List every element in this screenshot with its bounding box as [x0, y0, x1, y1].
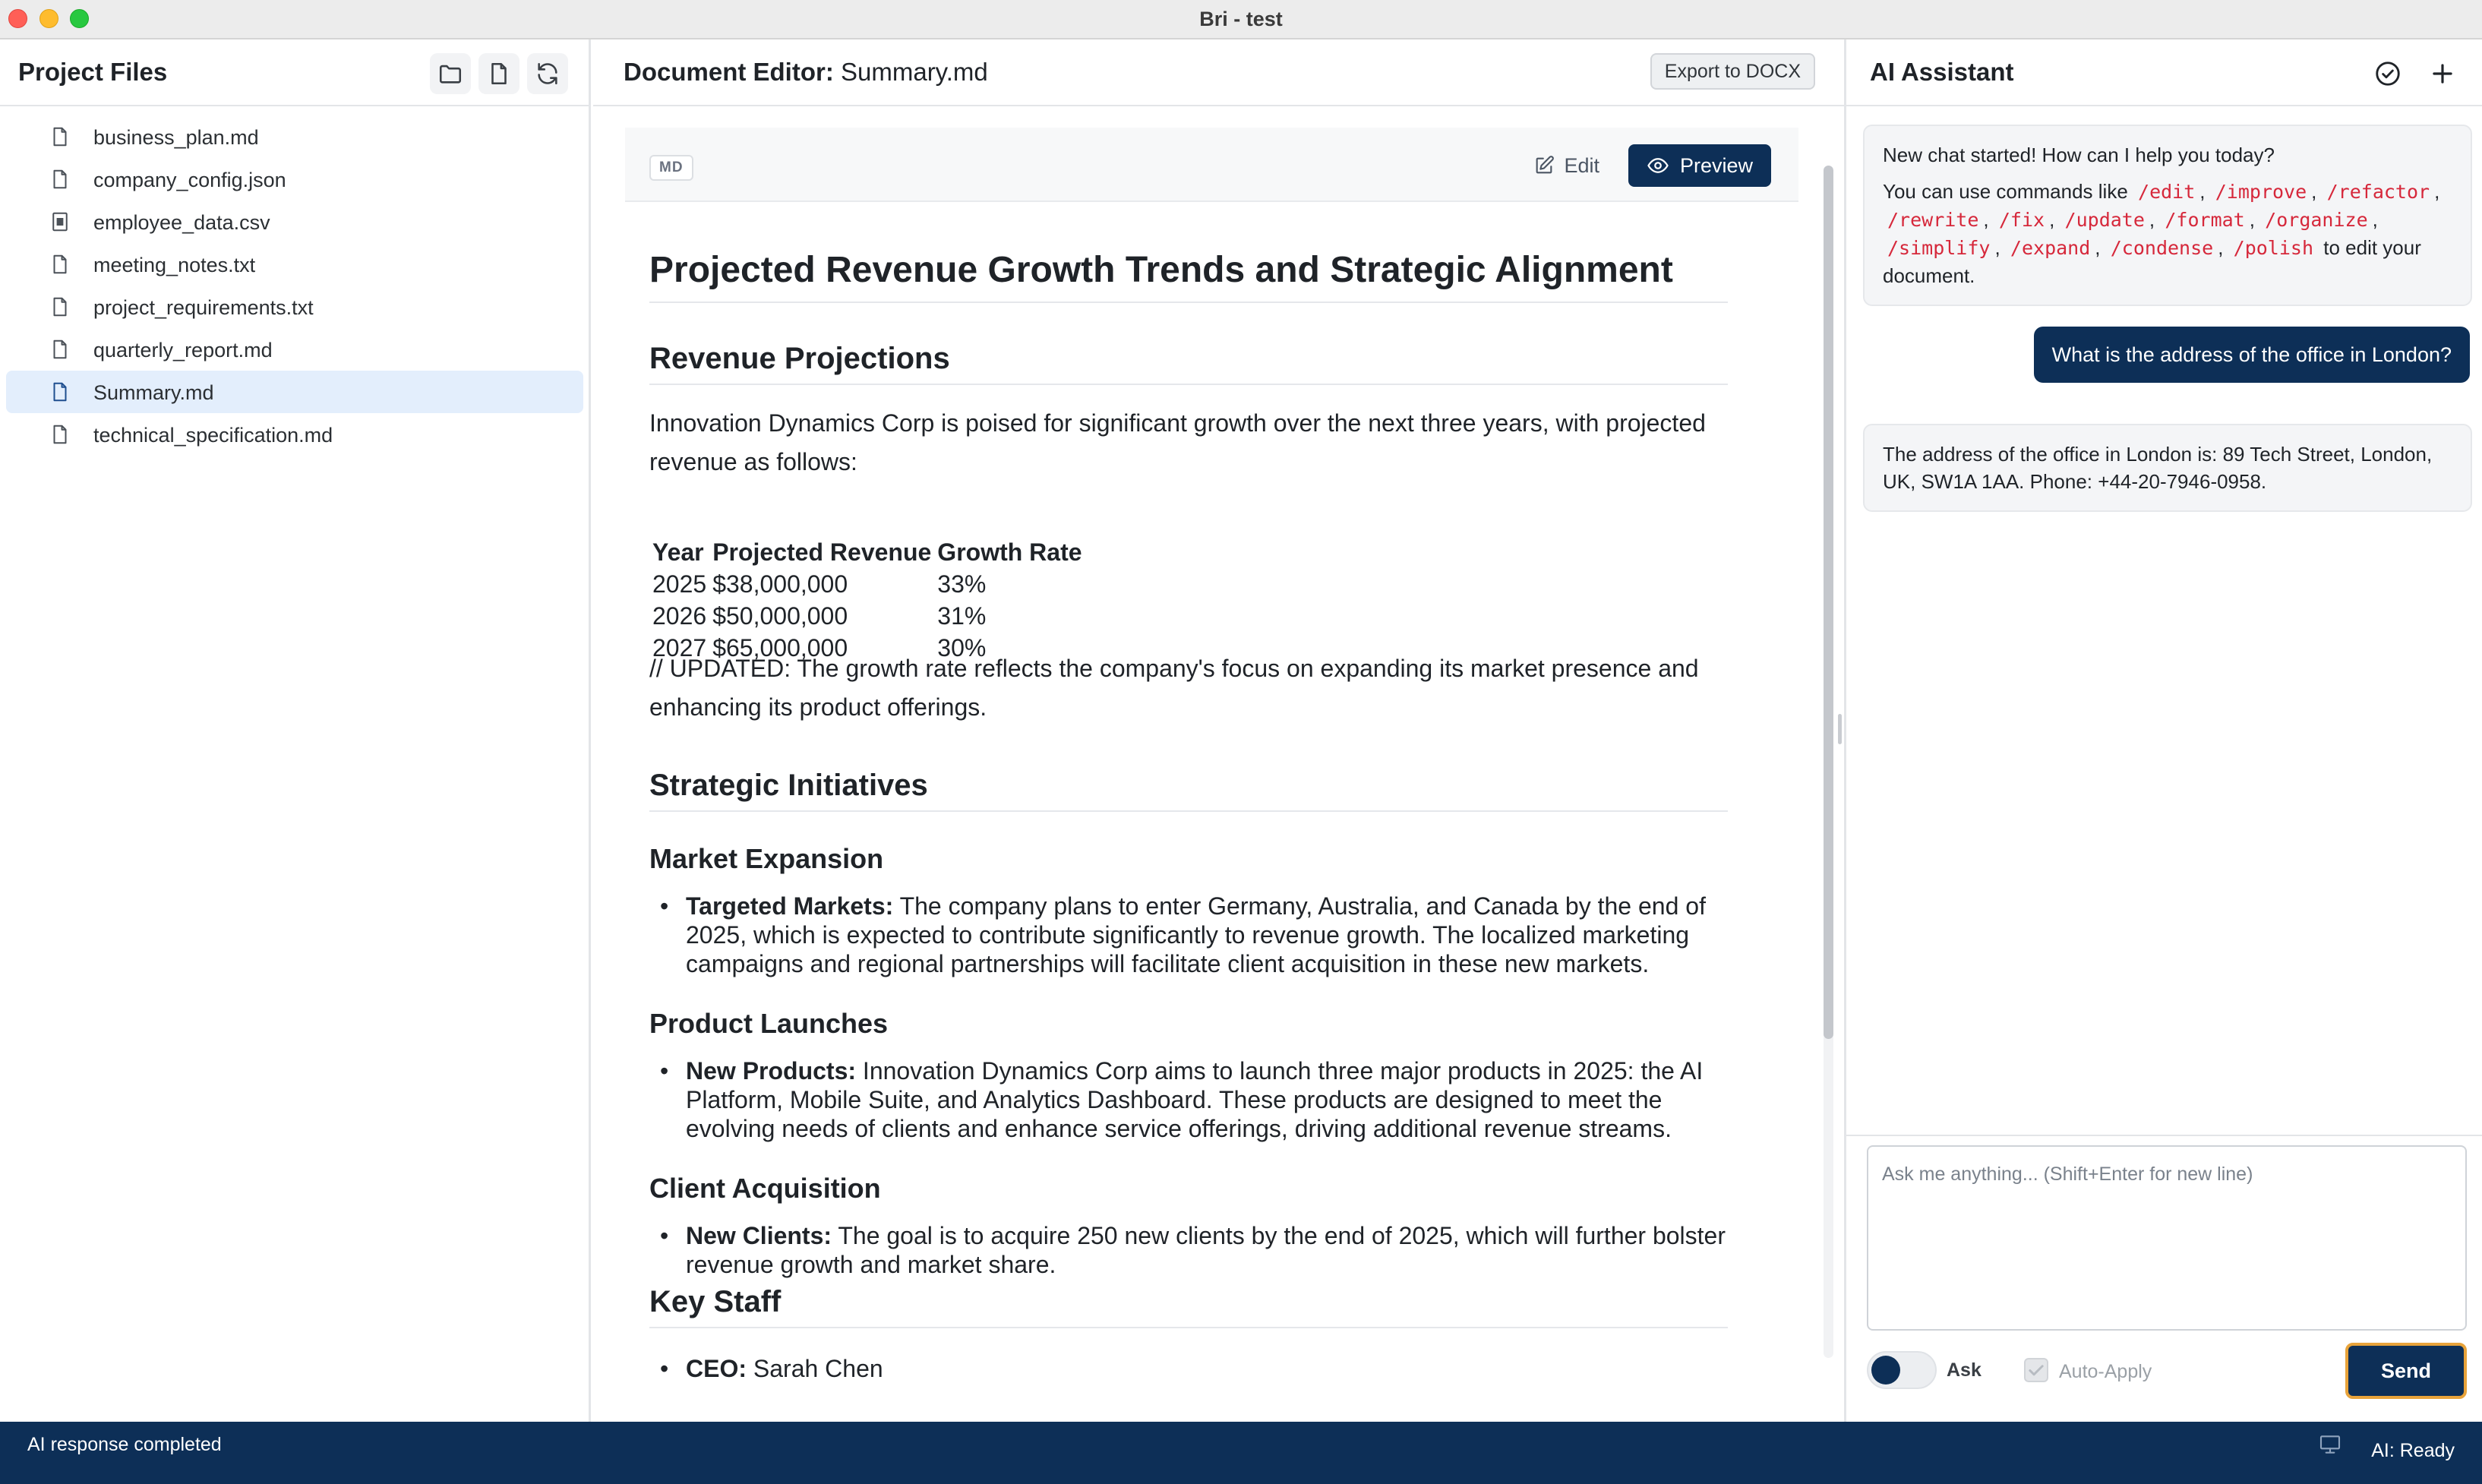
- file-icon: [49, 380, 71, 404]
- window-title: Bri - test: [1199, 8, 1283, 30]
- document-editor-panel: [593, 39, 1844, 1422]
- status-bar: [0, 1422, 2482, 1484]
- ai-assistant-header: [1846, 39, 2482, 106]
- table-cell: $38,000,000: [712, 570, 848, 598]
- file-item-company-config[interactable]: [6, 158, 583, 200]
- ask-label: Ask: [1947, 1359, 1981, 1381]
- document-scrollbar[interactable]: [1824, 166, 1833, 1358]
- table-row: [649, 600, 1085, 632]
- bullet-text: Sarah Chen: [753, 1355, 883, 1382]
- file-name: company_config.json: [93, 169, 286, 191]
- file-name: project_requirements.txt: [93, 296, 314, 319]
- assistant-message-welcome: [1863, 125, 2472, 306]
- file-name: business_plan.md: [93, 126, 259, 149]
- doc-bullet-ceo: [649, 1354, 1728, 1383]
- document-editor-title: [624, 58, 988, 87]
- bullet-text: The company plans to enter Germany, Australia, and Canada by the end of 2025, which is expected to contribute significantly to revenue growth. The localized marketing campaigns and regional partnerships will facilitate client acquisition in these new markets.: [686, 892, 1706, 977]
- table-header-cell: Growth Rate: [937, 538, 1082, 566]
- table-cell: 2027: [652, 633, 707, 661]
- doc-heading-client: Client Acquisition: [649, 1173, 881, 1204]
- file-item-summary[interactable]: [6, 371, 583, 413]
- file-icon: [49, 295, 71, 319]
- file-item-technical-specification[interactable]: [6, 413, 583, 456]
- table-cell: 30%: [937, 633, 987, 661]
- command-code: /improve: [2215, 181, 2307, 203]
- file-icon: [49, 252, 71, 276]
- revenue-table: [649, 536, 1085, 664]
- file-name: quarterly_report.md: [93, 339, 273, 362]
- command-code: /edit: [2138, 181, 2196, 203]
- doc-bullet-client: [649, 1221, 1728, 1279]
- file-item-project-requirements[interactable]: [6, 286, 583, 328]
- folder-icon: [437, 61, 463, 87]
- command-code: /rewrite: [1887, 209, 1979, 231]
- doc-bullet-market: [649, 892, 1728, 978]
- bullet-label: CEO:: [686, 1355, 747, 1382]
- history-button[interactable]: [2367, 53, 2408, 94]
- project-files-header: [0, 39, 589, 106]
- toggle-knob: [1871, 1356, 1900, 1385]
- command-code: /update: [2064, 209, 2145, 231]
- document-editor-label: Document Editor:: [624, 58, 834, 86]
- bullet-text: The goal is to acquire 250 new clients by the end of 2025, which will further bolster revenue growth and market share.: [686, 1222, 1726, 1278]
- document-filename: Summary.md: [841, 58, 988, 86]
- ask-mode-toggle[interactable]: [1867, 1351, 1937, 1389]
- refresh-icon: [535, 61, 561, 87]
- command-code: /simplify: [1887, 237, 1991, 259]
- doc-heading-strategic: Strategic Initiatives: [649, 769, 1728, 812]
- composer-divider: [1846, 1135, 2482, 1136]
- doc-heading-1: Projected Revenue Growth Trends and Strategic Alignment: [649, 249, 1728, 303]
- send-button[interactable]: Send: [2345, 1343, 2467, 1399]
- command-code: /polish: [2233, 237, 2314, 259]
- ai-status: AI: Ready: [2371, 1440, 2455, 1461]
- doc-paragraph-updated: // UPDATED: The growth rate reflects the company's focus on expanding its market presence and enhancing its product offerings.: [649, 655, 1699, 721]
- edit-label: Edit: [1564, 153, 1599, 177]
- refresh-button[interactable]: [527, 53, 568, 94]
- bullet-label: Targeted Markets:: [686, 892, 894, 920]
- document-toolbar: [625, 128, 1798, 202]
- auto-apply-label: Auto-Apply: [2059, 1361, 2152, 1382]
- right-splitter-handle[interactable]: [1838, 714, 1842, 744]
- check-circle-icon: [2373, 59, 2402, 88]
- file-icon: [49, 125, 71, 149]
- table-cell: 2025: [652, 570, 707, 598]
- spreadsheet-icon: [49, 210, 71, 234]
- edit-mode-button[interactable]: [1523, 144, 1610, 187]
- file-item-quarterly-report[interactable]: [6, 328, 583, 371]
- command-code: /format: [2165, 209, 2245, 231]
- open-folder-button[interactable]: [430, 53, 471, 94]
- table-cell: $65,000,000: [712, 633, 848, 661]
- command-code: /refactor: [2326, 181, 2430, 203]
- doc-heading-staff: Key Staff: [649, 1285, 1728, 1328]
- bullet-label: New Products:: [686, 1057, 857, 1085]
- file-name: Summary.md: [93, 381, 214, 404]
- table-header-row: [649, 536, 1085, 568]
- doc-paragraph-intro: Innovation Dynamics Corp is poised for significant growth over the next three years, with projected revenue as follows:: [649, 409, 1706, 475]
- project-files-title: Project Files: [18, 58, 168, 86]
- file-list: [6, 115, 583, 456]
- bullet-text: Innovation Dynamics Corp aims to launch three major products in 2025: the AI Platform, Mobile Suite, and Analytics Dashboard. These products are designed to meet the evolving needs of clients and enhance service offerings, driving additional revenue streams.: [686, 1057, 1704, 1142]
- file-icon: [49, 422, 71, 447]
- ai-assistant-title: AI Assistant: [1870, 58, 2014, 86]
- export-docx-button[interactable]: Export to DOCX: [1650, 53, 1815, 90]
- welcome-line: New chat started! How can I help you today?: [1883, 144, 2275, 166]
- doc-heading-revenue: Revenue Projections: [649, 342, 1728, 385]
- user-message: What is the address of the office in London?: [2034, 327, 2470, 383]
- file-item-business-plan[interactable]: [6, 115, 583, 158]
- table-cell: 33%: [937, 570, 987, 598]
- welcome-prefix: You can use commands like: [1883, 180, 2128, 203]
- file-icon: [486, 61, 512, 87]
- file-name: meeting_notes.txt: [93, 254, 256, 276]
- new-file-button[interactable]: [478, 53, 519, 94]
- file-name: employee_data.csv: [93, 211, 270, 234]
- file-item-meeting-notes[interactable]: [6, 243, 583, 286]
- doc-heading-product: Product Launches: [649, 1008, 889, 1039]
- eye-icon: [1647, 154, 1669, 177]
- welcome-suffix: to edit your document.: [1883, 236, 2421, 287]
- edit-icon: [1533, 155, 1555, 176]
- table-cell: 2026: [652, 601, 707, 630]
- plus-icon: [2428, 59, 2457, 88]
- chat-input[interactable]: [1867, 1145, 2467, 1331]
- status-message: AI response completed: [27, 1434, 222, 1455]
- welcome-commands: You can use commands like /edit , /improve , /refactor , /rewrite , /fix , /update , /format , /organize , /simplify , /expand , /condense , /polish to edit your document.: [1883, 180, 2440, 287]
- document-preview: [625, 202, 1798, 1411]
- command-code: /organize: [2265, 209, 2368, 231]
- command-code: /condense: [2110, 237, 2214, 259]
- doc-heading-market: Market Expansion: [649, 843, 884, 874]
- preview-label: Preview: [1679, 153, 1753, 177]
- document-area: [625, 128, 1798, 1411]
- preview-mode-button[interactable]: [1628, 144, 1771, 187]
- document-editor-header: [593, 39, 1844, 106]
- assistant-message-answer: The address of the office in London is: 89 Tech Street, London, UK, SW1A 1AA. Phone: +44-20-7946-0958.: [1863, 424, 2472, 512]
- file-icon: [49, 167, 71, 191]
- table-header-cell: Year: [652, 538, 704, 566]
- table-cell: $50,000,000: [712, 601, 848, 630]
- checkmark-icon: [2026, 1359, 2047, 1381]
- title-bar: [0, 0, 2482, 39]
- table-row: [649, 568, 1085, 600]
- document-scrollbar-thumb[interactable]: [1824, 166, 1833, 1039]
- ai-assistant-panel: [1844, 39, 2482, 1422]
- doc-bullet-product: [649, 1056, 1728, 1143]
- project-files-panel: [0, 39, 591, 1422]
- table-cell: 31%: [937, 601, 987, 630]
- new-chat-button[interactable]: [2422, 53, 2463, 94]
- command-code: /expand: [2010, 237, 2091, 259]
- auto-apply-checkbox[interactable]: [2024, 1358, 2048, 1382]
- file-icon: [49, 337, 71, 362]
- file-name: technical_specification.md: [93, 424, 333, 447]
- bullet-label: New Clients:: [686, 1222, 832, 1249]
- file-item-employee-data[interactable]: [6, 200, 583, 243]
- format-badge: MD: [649, 155, 693, 181]
- chat-history: [1846, 106, 2482, 1135]
- monitor-icon: [2318, 1432, 2342, 1457]
- command-code: /fix: [1998, 209, 2045, 231]
- table-header-cell: Projected Revenue: [712, 538, 932, 566]
